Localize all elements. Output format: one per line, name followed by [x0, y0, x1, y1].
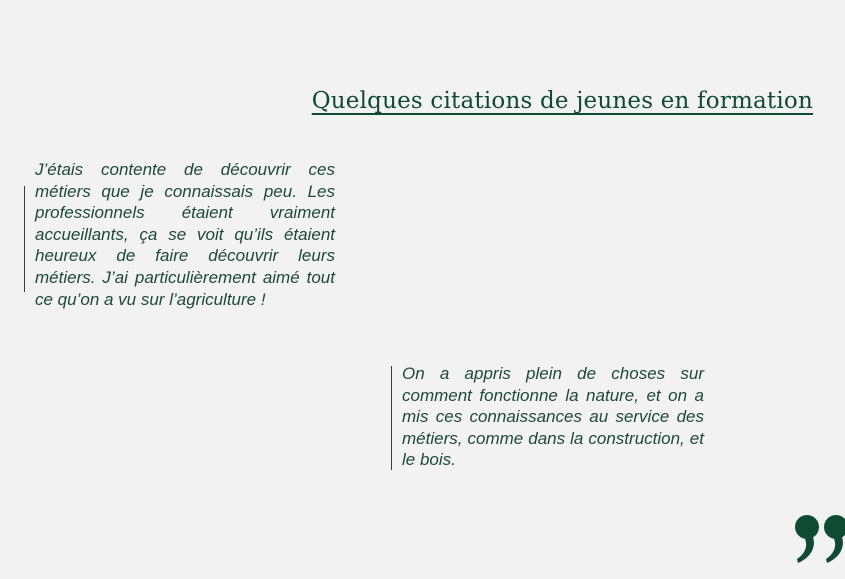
quote-divider-line	[24, 186, 25, 292]
closing-quote-icon	[793, 510, 845, 570]
quote-divider-line	[391, 366, 392, 470]
page-title: Quelques citations de jeunes en formation	[311, 88, 813, 114]
testimonial-quote: On a appris plein de choses sur comment fonctionne la nature, et on a mis ces connaissances au service des métiers, comme dans la construction, et le bois.	[402, 364, 704, 470]
testimonial-quote: J’étais contente de découvrir ces métiers que je connaissais peu. Les professionnels étaient vraiment accueillants, ça se voit qu’ils étaient heureux de faire découvrir leurs métiers. J’ai particulièrement aimé tout ce qu’on a vu sur l’agriculture !	[35, 160, 335, 309]
